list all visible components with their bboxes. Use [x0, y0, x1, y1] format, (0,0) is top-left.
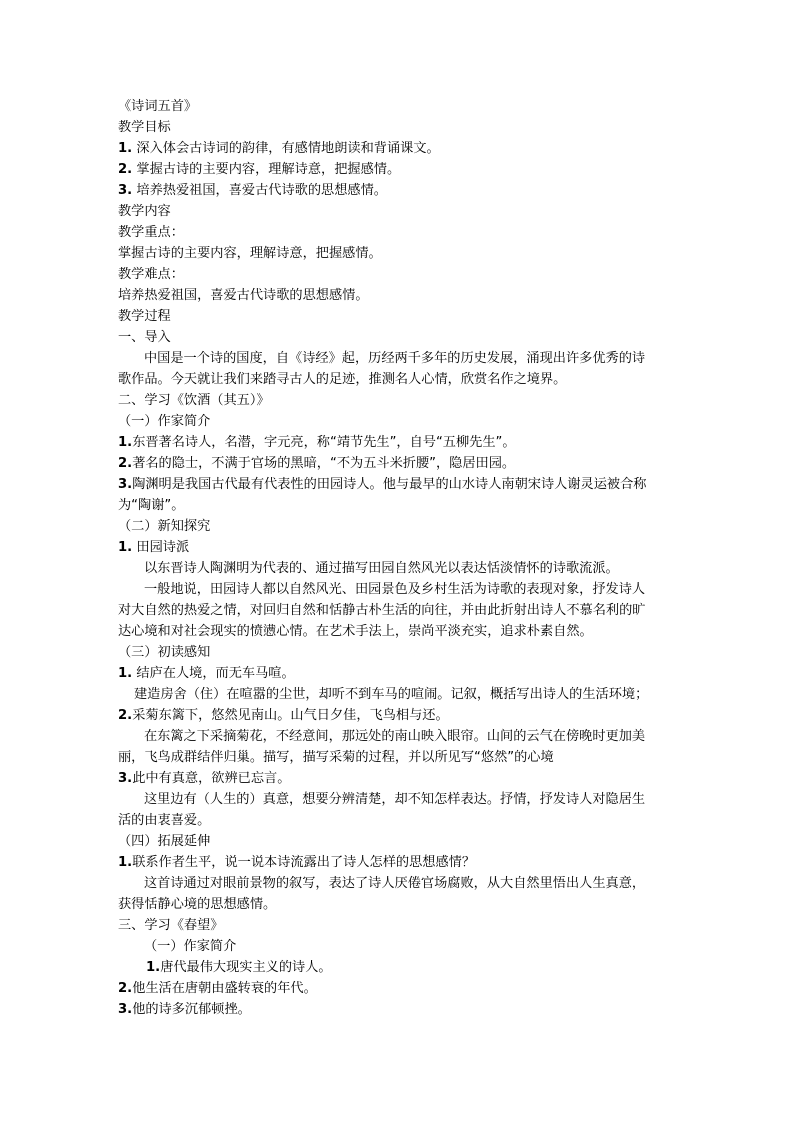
difficult-text: 培养热爱祖国，喜爱古代诗歌的思想感情。 — [118, 288, 369, 303]
extension-answer-line-2: 获得恬静心境的思想感情。 — [118, 897, 277, 912]
extension-answer-line-1: 这首诗通过对眼前景物的叙写，表达了诗人厌倦官场腐败，从大自然里悟出人生真意， — [144, 876, 646, 891]
section1-heading: （一）作家简介 — [118, 414, 211, 429]
extension-question — [118, 852, 475, 873]
section2-item-1 — [118, 537, 189, 558]
goal-heading: 教学目标 — [118, 120, 171, 135]
part1-paragraph-line-2: 歌作品。今天就让我们来踏寻古人的足迹，推测名人心情，欣赏名作之境界。 — [118, 372, 567, 387]
difficult-heading: 教学难点： — [118, 267, 184, 282]
part3-author-item-3-text: 他的诗多沉郁顿挫。 — [132, 1002, 251, 1017]
part3-author-item-2-num: 2. — [118, 981, 133, 996]
section2-item-1-num: 1. — [118, 540, 133, 555]
extension-question-text: 联系作者生平，说一说本诗流露出了诗人怎样的思想感情？ — [132, 855, 476, 870]
poem-line-2-explanation-line-2: 丽，飞鸟成群结伴归巢。描写，描写采菊的过程，并以所见写“悠然”的心境 — [118, 750, 554, 765]
author-item-2-num: 2. — [118, 456, 133, 471]
content-heading: 教学内容 — [118, 204, 171, 219]
goal-item-2-text: 掌握古诗的主要内容，理解诗意，把握感情。 — [136, 162, 401, 177]
part1-paragraph-line-1: 中国是一个诗的国度，自《诗经》起，历经两千多年的历史发展，涌现出许多优秀的诗 — [144, 351, 646, 366]
part3-author-item-3-num: 3. — [118, 1002, 133, 1017]
section2-paragraph-2-line-1: 一般地说，田园诗人都以自然风光、田园景色及乡村生活为诗歌的表现对象，抒发诗人 — [144, 582, 646, 597]
poem-line-3-explanation-line-1: 这里边有（人生的）真意，想要分辨清楚，却不知怎样表达。抒情，抒发诗人对隐居生 — [144, 792, 646, 807]
part3-author-item-1-num: 1. — [146, 960, 161, 975]
poem-line-2-text: 采菊东篱下，悠然见南山。山气日夕佳，飞鸟相与还。 — [132, 708, 449, 723]
author-item-2 — [118, 453, 515, 474]
author-item-3-continued: 为“陶谢”。 — [118, 498, 185, 513]
section3-heading: （三）初读感知 — [118, 645, 211, 660]
part3-section1-heading: （一）作家简介 — [144, 939, 237, 954]
author-item-3-text: 陶渊明是我国古代最有代表性的田园诗人。他与最早的山水诗人南朝宋诗人谢灵运被合称 — [132, 477, 647, 492]
goal-item-2 — [118, 159, 400, 180]
goal-item-3-num: 3. — [118, 183, 133, 198]
poem-line-2 — [118, 705, 449, 726]
poem-line-3 — [118, 768, 290, 789]
poem-line-3-explanation-line-2: 活的由衷喜爱。 — [118, 813, 211, 828]
key-text: 掌握古诗的主要内容，理解诗意，把握感情。 — [118, 246, 382, 261]
extension-question-num: 1. — [118, 855, 133, 870]
goal-item-1-text: 深入体会古诗词的韵律，有感情地朗读和背诵课文。 — [136, 141, 440, 156]
doc-title: 《诗词五首》 — [118, 99, 198, 114]
part2-heading: 二、学习《饮酒（其五）》 — [118, 393, 270, 408]
poem-line-1 — [118, 663, 295, 684]
section2-paragraph-1: 以东晋诗人陶渊明为代表的、通过描写田园自然风光以表达恬淡情怀的诗歌流派。 — [144, 561, 619, 576]
part3-author-item-1 — [146, 957, 332, 978]
poem-line-1-explanation: 建造房舍（住）在喧嚣的尘世，却听不到车马的喧闹。记叙，概括写出诗人的生活环境； — [134, 687, 649, 702]
author-item-1 — [118, 432, 516, 453]
part3-author-item-1-text: 唐代最伟大现实主义的诗人。 — [160, 960, 332, 975]
goal-item-2-num: 2. — [118, 162, 133, 177]
author-item-2-text: 著名的隐士，不满于官场的黑暗，“不为五斗米折腰”，隐居田园。 — [132, 456, 516, 471]
part3-author-item-3 — [118, 999, 251, 1020]
poem-line-2-num: 2. — [118, 708, 133, 723]
goal-item-1 — [118, 138, 440, 159]
poem-line-3-text: 此中有真意，欲辨已忘言。 — [132, 771, 291, 786]
poem-line-1-num: 1. — [118, 666, 133, 681]
poem-line-2-explanation-line-1: 在东篱之下采摘菊花，不经意间，那远处的南山映入眼帘。山间的云气在傍晚时更加美 — [144, 729, 646, 744]
section2-paragraph-2-line-3: 达心境和对社会现实的愤懑心情。在艺术手法上，崇尚平淡充实，追求朴素自然。 — [118, 624, 593, 639]
goal-item-1-num: 1. — [118, 141, 133, 156]
process-heading: 教学过程 — [118, 309, 171, 324]
author-item-3 — [118, 474, 647, 495]
author-item-3-num: 3. — [118, 477, 133, 492]
part1-heading: 一、导入 — [118, 330, 171, 345]
author-item-1-num: 1. — [118, 435, 133, 450]
part3-heading: 三、学习《春望》 — [118, 918, 224, 933]
goal-item-3-text: 培养热爱祖国，喜爱古代诗歌的思想感情。 — [136, 183, 387, 198]
goal-item-3 — [118, 180, 387, 201]
part3-author-item-2 — [118, 978, 317, 999]
poem-line-3-num: 3. — [118, 771, 133, 786]
key-heading: 教学重点： — [118, 225, 184, 240]
section2-heading: （二）新知探究 — [118, 519, 211, 534]
section2-item-1-text: 田园诗派 — [136, 540, 190, 555]
section2-paragraph-2-line-2: 对大自然的热爱之情，对回归自然和恬静古朴生活的向往，并由此折射出诗人不慕名利的旷 — [118, 603, 646, 618]
poem-line-1-text: 结庐在人境，而无车马喧。 — [136, 666, 295, 681]
author-item-1-text: 东晋著名诗人，名潜，字元亮，称“靖节先生”，自号“五柳先生”。 — [132, 435, 516, 450]
part3-author-item-2-text: 他生活在唐朝由盛转衰的年代。 — [132, 981, 317, 996]
section4-heading: （四）拓展延伸 — [118, 834, 211, 849]
